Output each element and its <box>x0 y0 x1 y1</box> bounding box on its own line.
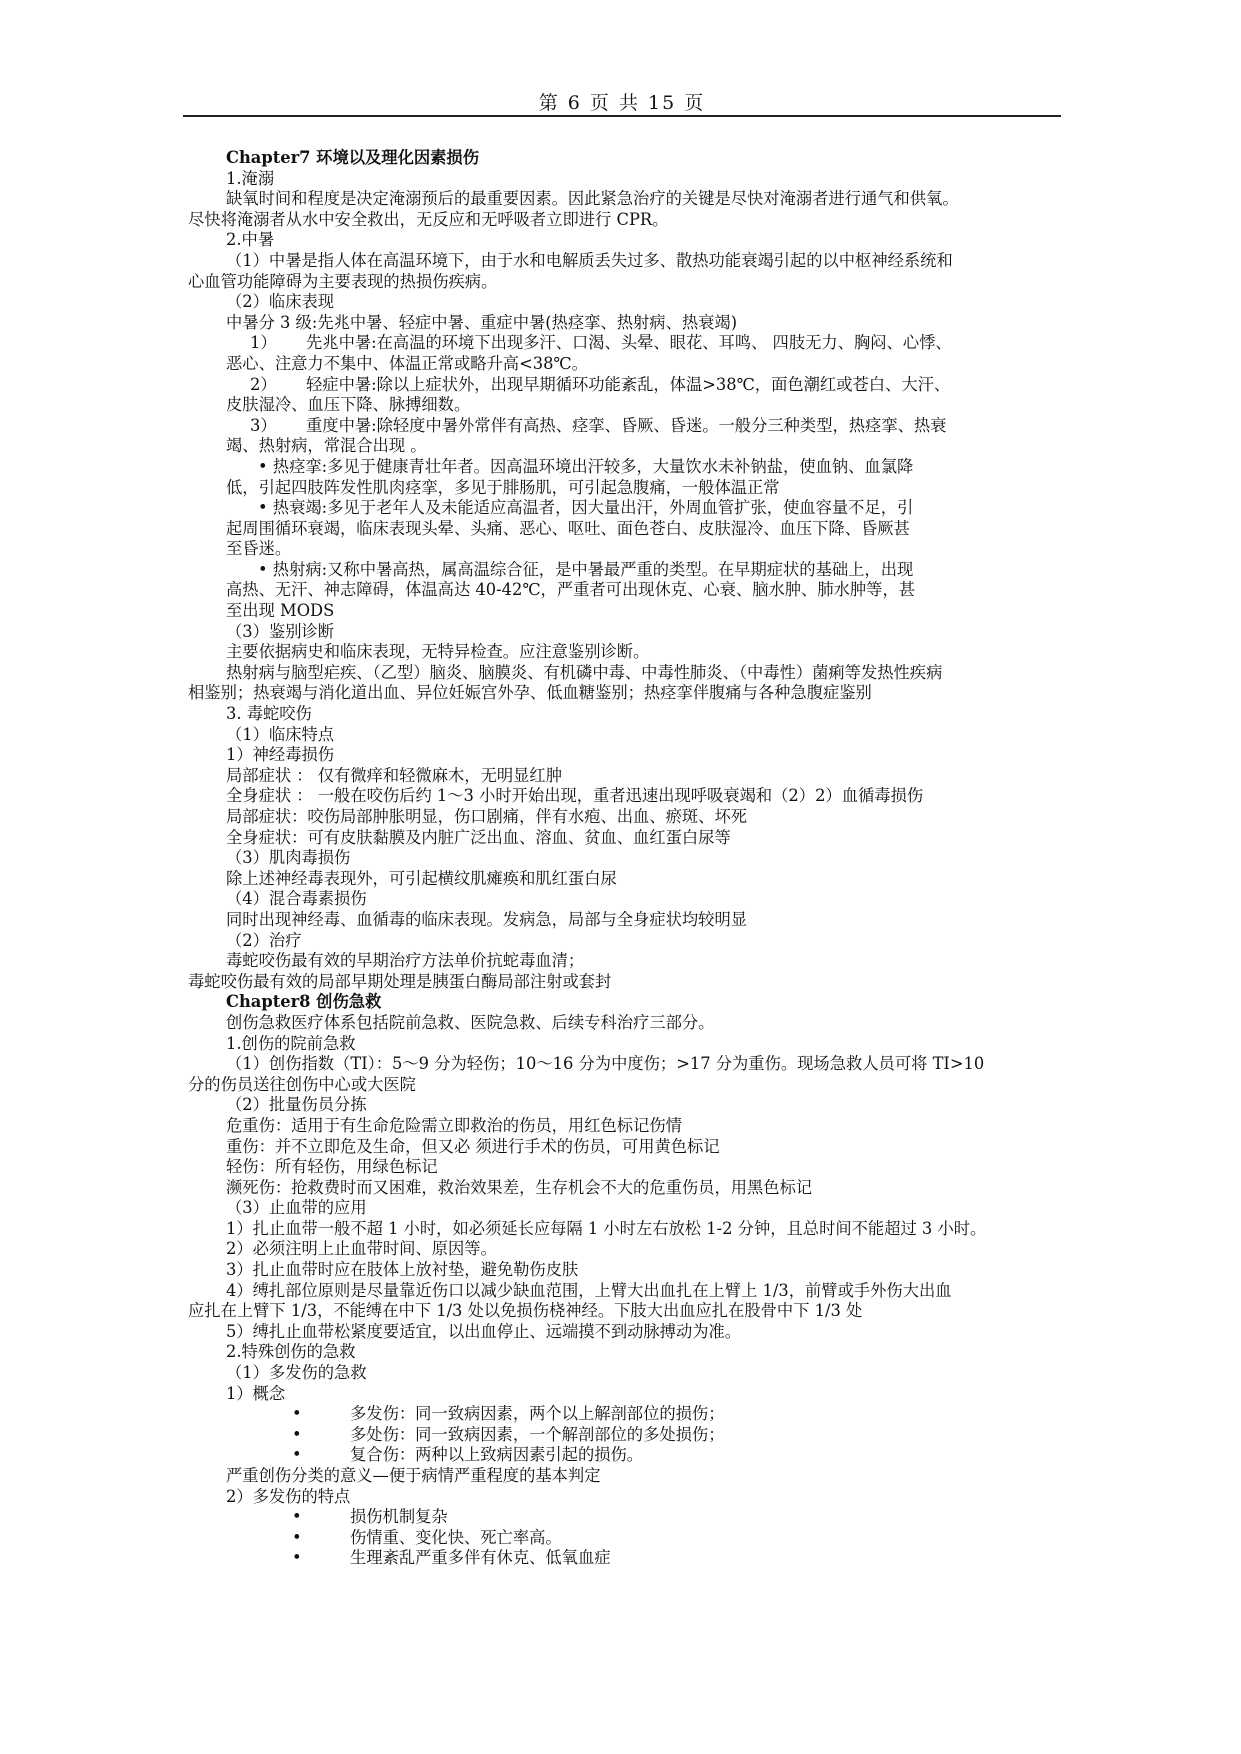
bullet-item <box>188 1445 1064 1466</box>
paragraph: 中暑分 3 级:先兆中暑、轻症中暑、重症中暑(热痉挛、热射病、热衰竭) <box>226 312 738 332</box>
item-text: 重度中暑:除轻度中暑外常伴有高热、痉挛、昏厥、昏迷。一般分三种类型，热痉挛、热衰 <box>306 415 947 435</box>
item-continuation: 恶心、注意力不集中、体温正常或略升高<38℃。 <box>226 353 588 373</box>
paragraph: 毒蛇咬伤最有效的局部早期处理是胰蛋白酶局部注射或套封 <box>188 971 612 991</box>
chapter8-title: Chapter8 创伤急救 <box>226 992 382 1012</box>
item-text: 轻症中暑:除以上症状外，出现早期循环功能紊乱，体温>38℃，面色潮红或苍白、大汗、 <box>306 374 951 394</box>
paragraph: 毒蛇咬伤最有效的早期治疗方法单价抗蛇毒血清； <box>226 951 585 971</box>
bullet-icon: • <box>258 498 268 518</box>
paragraph: 除上述神经毒表现外，可引起横纹肌瘫痪和肌红蛋白尿 <box>226 868 617 888</box>
bullet-item <box>188 1528 1064 1549</box>
paragraph: 1）扎止血带一般不超 1 小时，如必须延长应每隔 1 小时左右放松 1-2 分钟，且总时间不能超过 3 小时。 <box>226 1218 987 1238</box>
paragraph: 心血管功能障碍为主要表现的热损伤疾病。 <box>188 271 498 291</box>
paragraph: 尽快将淹溺者从水中安全救出，无反应和无呼吸者立即进行 CPR。 <box>188 209 669 229</box>
bullet-text: 损伤机制复杂 <box>350 1507 448 1527</box>
bullet-continuation: 至昏迷。 <box>226 539 292 559</box>
paragraph: 严重创伤分类的意义—便于病情严重程度的基本判定 <box>226 1466 601 1485</box>
item-continuation: 竭、热射病，常混合出现 。 <box>226 436 427 456</box>
paragraph: 同时出现神经毒、血循毒的临床表现。发病急，局部与全身症状均较明显 <box>226 909 748 929</box>
bullet-item <box>188 560 1064 581</box>
bullet-icon: • <box>292 1507 302 1527</box>
bullet-text: 热射病:又称中暑高热，属高温综合征，是中暑最严重的类型。在早期症状的基础上，出现 <box>272 559 914 579</box>
paragraph: 3）扎止血带时应在肢体上放衬垫，避免勒伤皮肤 <box>226 1260 579 1280</box>
subsection-title: （3）肌肉毒损伤 <box>226 848 351 868</box>
bullet-text: 热衰竭:多见于老年人及未能适应高温者，因大量出汗，外周血管扩张，使血容量不足，引 <box>272 498 914 518</box>
item-number: 1） <box>250 333 277 353</box>
subsection-title: （1）多发伤的急救 <box>226 1363 367 1383</box>
bullet-continuation: 高热、无汗、神志障碍，体温高达 40-42℃，严重者可出现休克、心衰、脑水肿、肺水肿等，甚 <box>226 580 916 600</box>
document-body <box>188 148 1064 1569</box>
subsection-title: 1）概念 <box>226 1383 286 1403</box>
bullet-item <box>188 1548 1064 1569</box>
page-header: 第 6 页 共 15 页 <box>538 92 706 114</box>
bullet-icon: • <box>258 456 268 476</box>
bullet-continuation: 至出现 MODS <box>226 601 335 621</box>
subsection-title: （2）治疗 <box>226 930 302 950</box>
bullet-icon: • <box>258 559 268 579</box>
paragraph: 主要依据病史和临床表现，无特异检查。应注意鉴别诊断。 <box>226 642 650 662</box>
subsection-title: （2）批量伤员分拣 <box>226 1095 367 1115</box>
paragraph: 全身症状 ： 一般在咬伤后约 1～3 小时开始出现，重者迅速出现呼吸衰竭和（2）2）血循毒损伤 <box>226 786 924 806</box>
paragraph: 轻伤：所有轻伤，用绿色标记 <box>226 1157 438 1177</box>
paragraph: 危重伤：适用于有生命危险需立即救治的伤员，用红色标记伤情 <box>226 1115 682 1135</box>
bullet-text: 生理紊乱严重多伴有休克、低氧血症 <box>350 1548 611 1568</box>
bullet-item <box>188 1507 1064 1528</box>
subsection-title: 1）神经毒损伤 <box>226 745 335 765</box>
paragraph: 5）缚扎止血带松紧度要适宜，以出血停止、远端摸不到动脉搏动为准。 <box>226 1321 742 1341</box>
section-title: 3. 毒蛇咬伤 <box>226 704 312 724</box>
subsection-title: （2）临床表现 <box>226 292 335 312</box>
paragraph: （1）中暑是指人体在高温环境下，由于水和电解质丢失过多、散热功能衰竭引起的以中枢神经系统和 <box>226 250 953 270</box>
paragraph: 4）缚扎部位原则是尽量靠近伤口以减少缺血范围，上臂大出血扎在上臂上 1/3，前臂或手外伤大出血 <box>226 1280 952 1300</box>
bullet-continuation: 起周围循环衰竭，临床表现头晕、头痛、恶心、呕吐、面色苍白、皮肤湿冷、血压下降、昏厥甚 <box>226 518 910 538</box>
numbered-item <box>188 416 1064 437</box>
bullet-item <box>188 1404 1064 1425</box>
bullet-icon: • <box>292 1445 302 1465</box>
item-text: 先兆中暑:在高温的环境下出现多汗、口渴、头晕、眼花、耳鸣、 四肢无力、胸闷、心悸、 <box>306 333 952 353</box>
item-number: 2） <box>250 374 277 394</box>
paragraph: 相鉴别；热衰竭与消化道出血、异位妊娠宫外孕、低血糖鉴别；热痉挛伴腹痛与各种急腹症鉴别 <box>188 683 872 703</box>
bullet-icon: • <box>292 1527 302 1547</box>
bullet-text: 多处伤：同一致病因素，一个解剖部位的多处损伤； <box>350 1424 725 1444</box>
bullet-icon: • <box>292 1424 302 1444</box>
section-title: 2.中暑 <box>226 230 275 250</box>
paragraph: 局部症状：咬伤局部肿胀明显，伤口剧痛，伴有水疱、出血、瘀斑、坏死 <box>226 807 748 826</box>
numbered-item <box>188 375 1064 396</box>
bullet-item <box>188 498 1064 519</box>
subsection-title: （3）止血带的应用 <box>226 1198 367 1218</box>
bullet-text: 伤情重、变化快、死亡率高。 <box>350 1527 562 1547</box>
paragraph: 局部症状 ： 仅有微痒和轻微麻木，无明显红肿 <box>226 765 562 785</box>
item-number: 3） <box>250 415 277 435</box>
section-title: 2.特殊创伤的急救 <box>226 1342 356 1362</box>
item-continuation: 皮肤湿冷、血压下降、脉搏细数。 <box>226 395 471 415</box>
subsection-title: （4）混合毒素损伤 <box>226 889 367 909</box>
paragraph: 应扎在上臂下 1/3，不能缚在中下 1/3 处以免损伤桡神经。下肢大出血应扎在股骨中下 1/3 处 <box>188 1301 863 1321</box>
paragraph: （1）创伤指数（TI）：5～9 分为轻伤；10～16 分为中度伤；>17 分为重伤。现场急救人员可将 TI>10 <box>226 1054 985 1074</box>
section-title: 1.淹溺 <box>226 168 275 188</box>
subsection-title: （3）鉴别诊断 <box>226 621 335 641</box>
bullet-item <box>188 457 1064 478</box>
bullet-text: 复合伤：两种以上致病因素引起的损伤。 <box>350 1445 644 1465</box>
paragraph: 分的伤员送往创伤中心或大医院 <box>188 1074 416 1094</box>
paragraph: 重伤：并不立即危及生命，但又必 须进行手术的伤员，可用黄色标记 <box>226 1136 720 1156</box>
bullet-text: 多发伤：同一致病因素，两个以上解剖部位的损伤； <box>350 1404 725 1424</box>
header-rule <box>183 115 1061 117</box>
numbered-item <box>188 333 1064 354</box>
bullet-continuation: 低，引起四肢阵发性肌肉痉挛，多见于腓肠肌，可引起急腹痛，一般体温正常 <box>226 477 780 497</box>
paragraph: 2）必须注明上止血带时间、原因等。 <box>226 1239 497 1259</box>
bullet-item <box>188 1425 1064 1446</box>
paragraph: 缺氧时间和程度是决定淹溺预后的最重要因素。因此紧急治疗的关键是尽快对淹溺者进行通气和供氧。 <box>226 189 959 209</box>
bullet-text: 热痉挛:多见于健康青壮年者。因高温环境出汗较多，大量饮水未补钠盐，使血钠、血氯降 <box>272 456 914 476</box>
chapter7-title: Chapter7 环境以及理化因素损伤 <box>226 148 479 167</box>
paragraph: 全身症状：可有皮肤黏膜及内脏广泛出血、溶血、贫血、血红蛋白尿等 <box>226 827 731 847</box>
subsection-title: （1）临床特点 <box>226 724 335 744</box>
paragraph: 热射病与脑型疟疾、（乙型）脑炎、脑膜炎、有机磷中毒、中毒性肺炎、（中毒性）菌痢等发热性疾病 <box>226 662 943 682</box>
bullet-icon: • <box>292 1548 302 1568</box>
section-title: 1.创伤的院前急救 <box>226 1033 356 1053</box>
paragraph: 濒死伤：抢救费时而又困难，救治效果差，生存机会不大的危重伤员，用黑色标记 <box>226 1177 813 1197</box>
bullet-icon: • <box>292 1404 302 1424</box>
paragraph: 创伤急救医疗体系包括院前急救、医院急救、后续专科治疗三部分。 <box>226 1012 715 1032</box>
subsection-title: 2）多发伤的特点 <box>226 1486 351 1506</box>
